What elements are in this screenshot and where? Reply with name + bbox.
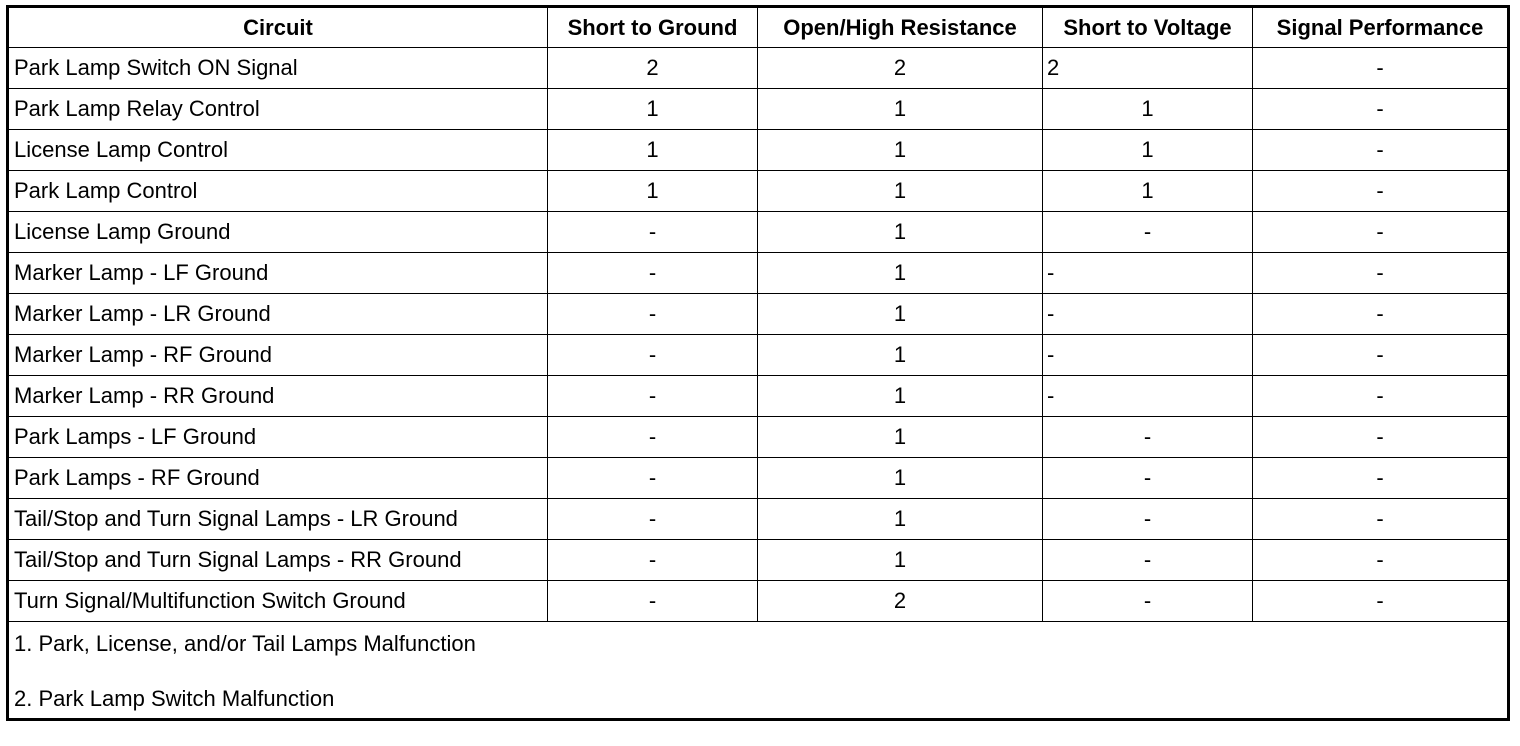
table-row <box>8 335 1509 376</box>
cell-circuit: Marker Lamp - LF Ground <box>8 253 548 294</box>
cell-short-to-voltage: - <box>1043 376 1253 417</box>
header-open-high-resistance: Open/High Resistance <box>758 7 1043 48</box>
cell-signal-performance: - <box>1253 48 1509 89</box>
cell-short-to-voltage: - <box>1043 540 1253 581</box>
cell-signal-performance: - <box>1253 376 1509 417</box>
cell-open-high-resistance: 2 <box>758 48 1043 89</box>
cell-short-to-ground: - <box>548 540 758 581</box>
table-row <box>8 48 1509 89</box>
cell-open-high-resistance: 1 <box>758 89 1043 130</box>
cell-circuit: Park Lamp Control <box>8 171 548 212</box>
cell-short-to-voltage: - <box>1043 581 1253 622</box>
cell-signal-performance: - <box>1253 130 1509 171</box>
cell-signal-performance: - <box>1253 171 1509 212</box>
cell-open-high-resistance: 1 <box>758 130 1043 171</box>
cell-open-high-resistance: 1 <box>758 499 1043 540</box>
cell-circuit: Marker Lamp - RR Ground <box>8 376 548 417</box>
cell-short-to-voltage: - <box>1043 458 1253 499</box>
cell-signal-performance: - <box>1253 212 1509 253</box>
note-1: 1. Park, License, and/or Tail Lamps Malfunction <box>14 631 476 656</box>
table-row <box>8 499 1509 540</box>
table-row <box>8 581 1509 622</box>
table-row <box>8 171 1509 212</box>
cell-short-to-ground: 1 <box>548 130 758 171</box>
cell-short-to-ground: - <box>548 253 758 294</box>
cell-circuit: Marker Lamp - RF Ground <box>8 335 548 376</box>
table-row <box>8 376 1509 417</box>
table-row <box>8 130 1509 171</box>
cell-signal-performance: - <box>1253 253 1509 294</box>
note-2: 2. Park Lamp Switch Malfunction <box>14 686 335 711</box>
cell-open-high-resistance: 1 <box>758 376 1043 417</box>
cell-signal-performance: - <box>1253 540 1509 581</box>
cell-circuit: Park Lamp Relay Control <box>8 89 548 130</box>
notes-cell <box>8 622 1509 720</box>
cell-short-to-ground: - <box>548 376 758 417</box>
cell-signal-performance: - <box>1253 335 1509 376</box>
notes-row <box>8 622 1509 720</box>
circuit-fault-table <box>6 5 1510 721</box>
cell-short-to-ground: - <box>548 458 758 499</box>
table-row <box>8 89 1509 130</box>
table-row <box>8 540 1509 581</box>
header-signal-performance: Signal Performance <box>1253 7 1509 48</box>
cell-circuit: Turn Signal/Multifunction Switch Ground <box>8 581 548 622</box>
cell-open-high-resistance: 1 <box>758 253 1043 294</box>
cell-open-high-resistance: 1 <box>758 171 1043 212</box>
cell-circuit: License Lamp Control <box>8 130 548 171</box>
table-row <box>8 458 1509 499</box>
header-short-to-ground: Short to Ground <box>548 7 758 48</box>
cell-short-to-ground: - <box>548 499 758 540</box>
cell-open-high-resistance: 1 <box>758 417 1043 458</box>
cell-open-high-resistance: 2 <box>758 581 1043 622</box>
cell-short-to-ground: - <box>548 294 758 335</box>
table-row <box>8 212 1509 253</box>
cell-circuit: License Lamp Ground <box>8 212 548 253</box>
table-row <box>8 417 1509 458</box>
cell-short-to-voltage: 1 <box>1043 89 1253 130</box>
table-body <box>8 48 1509 622</box>
cell-signal-performance: - <box>1253 458 1509 499</box>
cell-short-to-voltage: - <box>1043 294 1253 335</box>
cell-signal-performance: - <box>1253 89 1509 130</box>
header-circuit: Circuit <box>8 7 548 48</box>
cell-signal-performance: - <box>1253 499 1509 540</box>
cell-short-to-voltage: - <box>1043 499 1253 540</box>
cell-circuit: Tail/Stop and Turn Signal Lamps - RR Ground <box>8 540 548 581</box>
cell-circuit: Marker Lamp - LR Ground <box>8 294 548 335</box>
table-row <box>8 253 1509 294</box>
cell-short-to-ground: 1 <box>548 171 758 212</box>
cell-circuit: Tail/Stop and Turn Signal Lamps - LR Ground <box>8 499 548 540</box>
cell-signal-performance: - <box>1253 417 1509 458</box>
cell-signal-performance: - <box>1253 581 1509 622</box>
cell-short-to-voltage: 1 <box>1043 130 1253 171</box>
header-short-to-voltage: Short to Voltage <box>1043 7 1253 48</box>
cell-short-to-ground: - <box>548 581 758 622</box>
cell-short-to-voltage: - <box>1043 253 1253 294</box>
cell-short-to-ground: 1 <box>548 89 758 130</box>
cell-open-high-resistance: 1 <box>758 335 1043 376</box>
cell-short-to-voltage: - <box>1043 212 1253 253</box>
cell-open-high-resistance: 1 <box>758 458 1043 499</box>
cell-circuit: Park Lamps - LF Ground <box>8 417 548 458</box>
table-header-row <box>8 7 1509 48</box>
cell-circuit: Park Lamps - RF Ground <box>8 458 548 499</box>
cell-open-high-resistance: 1 <box>758 294 1043 335</box>
cell-signal-performance: - <box>1253 294 1509 335</box>
cell-short-to-voltage: 2 <box>1043 48 1253 89</box>
cell-open-high-resistance: 1 <box>758 540 1043 581</box>
table-row <box>8 294 1509 335</box>
cell-circuit: Park Lamp Switch ON Signal <box>8 48 548 89</box>
cell-short-to-voltage: - <box>1043 335 1253 376</box>
cell-open-high-resistance: 1 <box>758 212 1043 253</box>
cell-short-to-ground: - <box>548 417 758 458</box>
cell-short-to-ground: - <box>548 212 758 253</box>
cell-short-to-voltage: - <box>1043 417 1253 458</box>
cell-short-to-ground: 2 <box>548 48 758 89</box>
cell-short-to-voltage: 1 <box>1043 171 1253 212</box>
cell-short-to-ground: - <box>548 335 758 376</box>
